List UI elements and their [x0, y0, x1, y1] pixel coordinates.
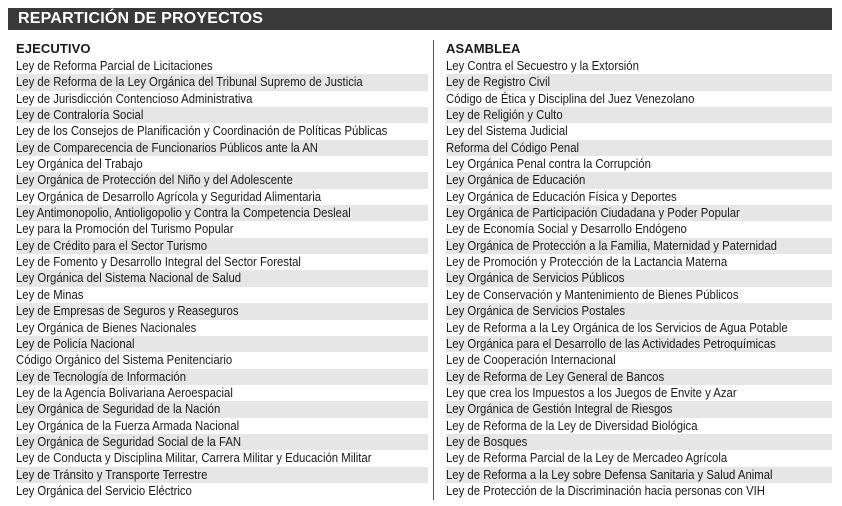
column-divider [433, 40, 434, 500]
ejecutivo-heading: EJECUTIVO [16, 41, 91, 56]
ejecutivo-list-item [16, 418, 428, 434]
ejecutivo-list-item [16, 123, 428, 139]
ejecutivo-item-text: Ley de Policía Nacional [16, 335, 135, 351]
asamblea-list-item [446, 303, 832, 319]
asamblea-list-item [446, 172, 832, 188]
asamblea-item-text: Ley Orgánica de Servicios Postales [446, 303, 626, 319]
asamblea-list-item [446, 189, 832, 205]
asamblea-item-text: Ley de Reforma de Ley General de Bancos [446, 368, 665, 384]
ejecutivo-item-text: Ley de Conducta y Disciplina Militar, Carrera Militar y Educación Militar [16, 450, 372, 466]
asamblea-list-item [446, 140, 832, 156]
ejecutivo-list-item [16, 238, 428, 254]
ejecutivo-item-text: Ley Orgánica del Sistema Nacional de Salud [16, 270, 242, 286]
asamblea-list-item [446, 369, 832, 385]
ejecutivo-item-text: Ley de Contraloría Social [16, 107, 144, 123]
ejecutivo-item-text: Ley Antimonopolio, Antioligopolio y Contra la Competencia Desleal [16, 205, 351, 221]
asamblea-item-text: Ley Orgánica de Educación [446, 172, 586, 188]
ejecutivo-list-item [16, 352, 428, 368]
asamblea-item-text: Ley Orgánica de Gestión Integral de Riesgos [446, 401, 673, 417]
ejecutivo-list-item [16, 205, 428, 221]
asamblea-column [446, 40, 832, 499]
asamblea-list-item [446, 418, 832, 434]
ejecutivo-list-item [16, 156, 428, 172]
ejecutivo-list-item [16, 189, 428, 205]
asamblea-list-item [446, 238, 832, 254]
ejecutivo-list-item [16, 303, 428, 319]
asamblea-item-text: Ley del Sistema Judicial [446, 123, 568, 139]
asamblea-list-item [446, 450, 832, 466]
ejecutivo-list-item [16, 287, 428, 303]
ejecutivo-item-text: Ley Orgánica de Bienes Nacionales [16, 319, 197, 335]
asamblea-list-item [446, 434, 832, 450]
ejecutivo-item-text: Ley de Reforma Parcial de Licitaciones [16, 58, 213, 73]
asamblea-item-text: Ley Contra el Secuestro y la Extorsión [446, 58, 639, 73]
asamblea-item-text: Ley de Conservación y Mantenimiento de Bienes Públicos [446, 286, 739, 302]
ejecutivo-list-item [16, 254, 428, 270]
asamblea-list-item [446, 287, 832, 303]
asamblea-list-item [446, 352, 832, 368]
asamblea-item-text: Ley que crea los Impuestos a los Juegos de Envite y Azar [446, 384, 737, 400]
asamblea-item-text: Ley de Economía Social y Desarrollo Endógeno [446, 221, 687, 237]
asamblea-item-text: Ley Orgánica para el Desarrollo de las Actividades Petroquímicas [446, 335, 776, 351]
asamblea-list [446, 58, 832, 499]
ejecutivo-list-item [16, 369, 428, 385]
ejecutivo-list-item [16, 140, 428, 156]
asamblea-item-text: Ley de Reforma a la Ley Orgánica de los Servicios de Agua Potable [446, 319, 788, 335]
asamblea-item-text: Ley de Promoción y Protección de la Lactancia Materna [446, 254, 728, 270]
asamblea-item-text: Ley de Registro Civil [446, 74, 551, 90]
asamblea-list-item [446, 385, 832, 401]
ejecutivo-item-text: Ley de Empresas de Seguros y Reaseguros [16, 303, 239, 319]
asamblea-item-text: Ley de Reforma de la Ley de Diversidad Biológica [446, 417, 698, 433]
page-title: REPARTICIÓN DE PROYECTOS [8, 8, 832, 30]
ejecutivo-list-item [16, 58, 428, 74]
asamblea-item-text: Ley de Religión y Culto [446, 107, 563, 123]
ejecutivo-list-item [16, 320, 428, 336]
ejecutivo-item-text: Ley de Jurisdicción Contencioso Administrativa [16, 90, 253, 106]
ejecutivo-column [16, 40, 428, 499]
asamblea-list-item [446, 221, 832, 237]
asamblea-item-text: Ley Orgánica de Protección a la Familia, Maternidad y Paternidad [446, 237, 777, 253]
ejecutivo-list-item [16, 107, 428, 123]
ejecutivo-list-item [16, 336, 428, 352]
asamblea-list-item [446, 320, 832, 336]
asamblea-list-item [446, 254, 832, 270]
ejecutivo-item-text: Ley de Tecnología de Información [16, 368, 187, 384]
asamblea-list-item [446, 467, 832, 483]
asamblea-list-item [446, 336, 832, 352]
ejecutivo-item-text: Código Orgánico del Sistema Penitenciario [16, 352, 233, 368]
asamblea-list-item [446, 91, 832, 107]
asamblea-list-item [446, 156, 832, 172]
ejecutivo-list-item [16, 221, 428, 237]
ejecutivo-item-text: Ley de Minas [16, 286, 84, 302]
asamblea-item-text: Ley Orgánica de Educación Física y Deportes [446, 188, 677, 204]
ejecutivo-list-item [16, 483, 428, 499]
asamblea-item-text: Ley Orgánica de Participación Ciudadana y Poder Popular [446, 205, 740, 221]
ejecutivo-item-text: Ley Orgánica de Seguridad de la Nación [16, 401, 221, 417]
ejecutivo-item-text: Ley de Fomento y Desarrollo Integral del Sector Forestal [16, 254, 301, 270]
ejecutivo-item-text: Ley Orgánica de la Fuerza Armada Nacional [16, 417, 240, 433]
asamblea-list-item [446, 107, 832, 123]
asamblea-item-text: Ley de Protección de la Discriminación hacia personas con VIH [446, 482, 765, 498]
ejecutivo-item-text: Ley para la Promoción del Turismo Popular [16, 221, 234, 237]
ejecutivo-item-text: Ley de Comparecencia de Funcionarios Públicos ante la AN [16, 139, 318, 155]
ejecutivo-list-item [16, 91, 428, 107]
ejecutivo-item-text: Ley de Reforma de la Ley Orgánica del Tribunal Supremo de Justicia [16, 74, 363, 90]
ejecutivo-list-item [16, 434, 428, 450]
asamblea-list-item [446, 58, 832, 74]
ejecutivo-item-text: Ley de la Agencia Bolivariana Aeroespacial [16, 384, 233, 400]
ejecutivo-item-text: Ley de Crédito para el Sector Turismo [16, 237, 208, 253]
ejecutivo-item-text: Ley de Tránsito y Transporte Terrestre [16, 466, 208, 482]
ejecutivo-list-item [16, 270, 428, 286]
ejecutivo-list-item [16, 385, 428, 401]
ejecutivo-list-item [16, 172, 428, 188]
asamblea-list-item [446, 205, 832, 221]
asamblea-item-text: Ley de Bosques [446, 433, 528, 449]
ejecutivo-item-text: Ley Orgánica del Trabajo [16, 156, 143, 172]
asamblea-item-text: Ley de Reforma Parcial de la Ley de Mercadeo Agrícola [446, 450, 728, 466]
ejecutivo-list [16, 58, 428, 499]
ejecutivo-list-item [16, 401, 428, 417]
ejecutivo-list-item [16, 74, 428, 90]
asamblea-list-item [446, 483, 832, 499]
asamblea-item-text: Ley Orgánica de Servicios Públicos [446, 270, 625, 286]
asamblea-heading: ASAMBLEA [446, 41, 521, 56]
asamblea-list-item [446, 74, 832, 90]
asamblea-item-text: Reforma del Código Penal [446, 139, 580, 155]
asamblea-list-item [446, 270, 832, 286]
asamblea-list-item [446, 401, 832, 417]
asamblea-item-text: Ley Orgánica Penal contra la Corrupción [446, 156, 651, 172]
asamblea-item-text: Ley de Cooperación Internacional [446, 352, 616, 368]
asamblea-list-item [446, 123, 832, 139]
ejecutivo-item-text: Ley Orgánica de Seguridad Social de la FAN [16, 433, 242, 449]
ejecutivo-list-item [16, 450, 428, 466]
ejecutivo-item-text: Ley de los Consejos de Planificación y Coordinación de Políticas Públicas [16, 123, 388, 139]
ejecutivo-list-item [16, 467, 428, 483]
asamblea-item-text: Código de Ética y Disciplina del Juez Venezolano [446, 90, 695, 106]
ejecutivo-item-text: Ley Orgánica de Protección del Niño y del Adolescente [16, 172, 293, 188]
ejecutivo-item-text: Ley Orgánica de Desarrollo Agrícola y Seguridad Alimentaria [16, 188, 322, 204]
asamblea-item-text: Ley de Reforma a la Ley sobre Defensa Sanitaria y Salud Animal [446, 466, 773, 482]
ejecutivo-item-text: Ley Orgánica del Servicio Eléctrico [16, 482, 192, 498]
